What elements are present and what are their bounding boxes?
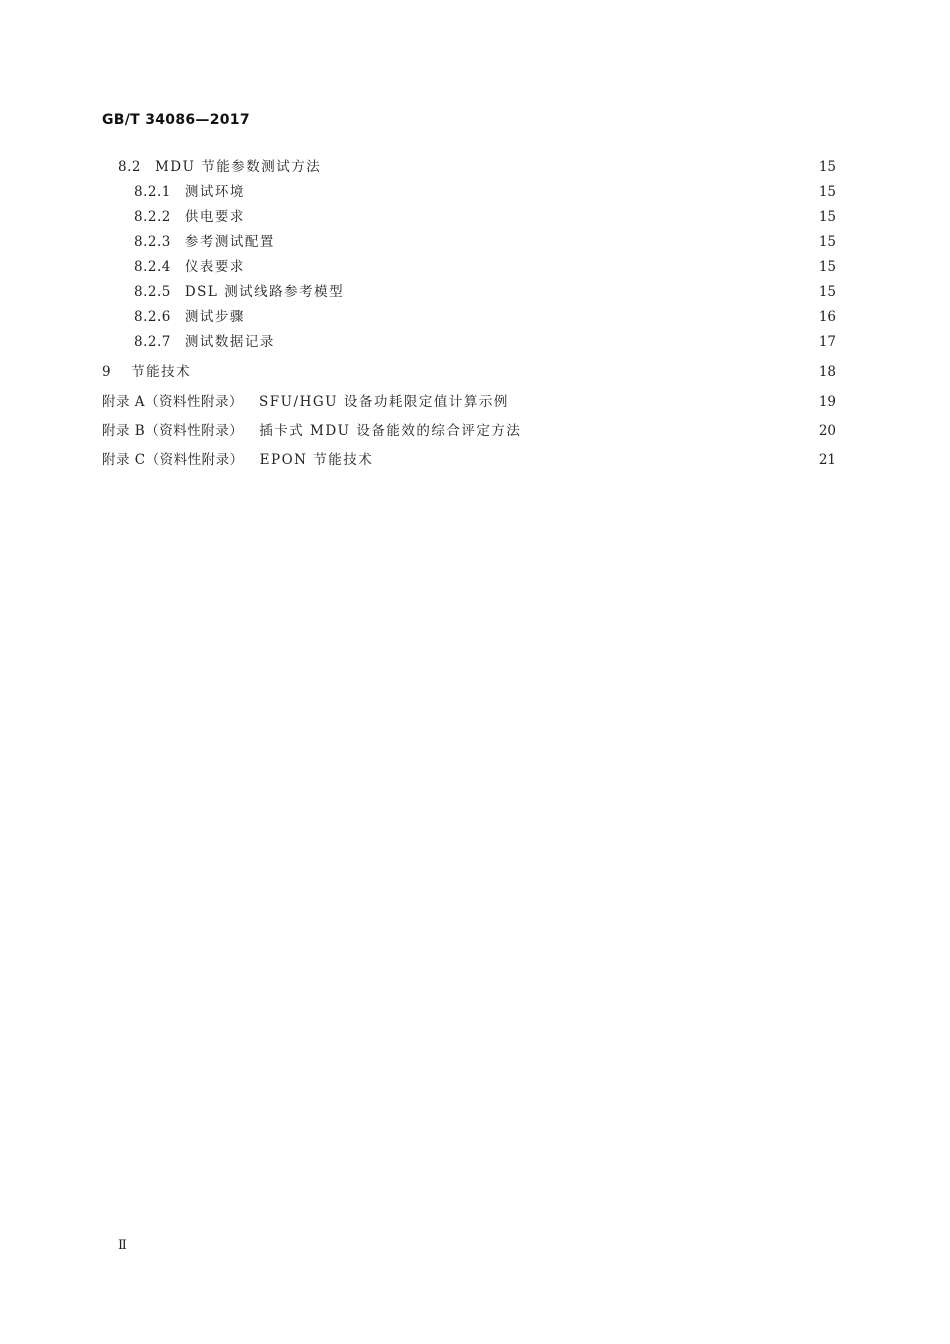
toc-entry-number: 8.2.3 (134, 234, 171, 250)
toc-entry-appendix-a[interactable] (0, 391, 950, 413)
toc-entry-8-2-6[interactable] (0, 306, 950, 328)
toc-entry-appendix-c[interactable] (0, 449, 950, 471)
toc-entry-number: 8.2.6 (134, 309, 171, 325)
toc-entry-page: 15 (818, 159, 836, 175)
toc-entry-number: 8.2 (118, 159, 141, 175)
toc-entry-number: 8.2.1 (134, 184, 171, 200)
standard-code: GB/T 34086—2017 (102, 112, 250, 128)
toc-entry-page: 15 (818, 209, 836, 225)
toc-entry-appendix-b[interactable] (0, 420, 950, 442)
toc-entry-number: 8.2.7 (134, 334, 171, 350)
toc-entry-number: 附录 B（资料性附录） (102, 423, 244, 439)
toc-entry-page: 16 (818, 309, 836, 325)
toc-entry-8-2-2[interactable] (0, 206, 950, 228)
toc-leader-dots (251, 306, 810, 328)
toc-leader-dots (350, 281, 810, 303)
toc-leader-dots (251, 256, 810, 278)
toc-entry-title: 测试环境 (184, 184, 245, 200)
toc-entry-title: 参考测试配置 (184, 234, 275, 250)
toc-entry-title: EPON 节能技术 (259, 452, 374, 468)
toc-entry-title: 供电要求 (184, 209, 245, 225)
toc-entry-8-2-3[interactable] (0, 231, 950, 253)
toc-entry-title: 节能技术 (131, 364, 192, 380)
toc-entry-number: 9 (102, 364, 112, 380)
toc-entry-title: 仪表要求 (184, 259, 245, 275)
toc-entry-page: 15 (818, 234, 836, 250)
toc-entry-title: 测试步骤 (184, 309, 245, 325)
toc-entry-page: 15 (818, 184, 836, 200)
toc-leader-dots (281, 231, 810, 253)
toc-entry-number: 附录 C（资料性附录） (102, 452, 244, 468)
toc-entry-page: 21 (818, 452, 836, 468)
toc-leader-dots (251, 181, 810, 203)
toc-entry-page: 19 (818, 394, 836, 410)
toc-entry-page: 18 (818, 364, 836, 380)
toc-entry-page: 20 (818, 423, 836, 439)
toc-entry-number: 附录 A（资料性附录） (102, 394, 244, 410)
toc-entry-title: 插卡式 MDU 设备能效的综合评定方法 (259, 423, 522, 439)
toc-entry-page: 17 (818, 334, 836, 350)
toc-entry-number: 8.2.2 (134, 209, 171, 225)
toc-entry-title: SFU/HGU 设备功耗限定值计算示例 (259, 394, 509, 410)
toc-entry-9[interactable] (0, 361, 950, 383)
toc-entry-8-2[interactable] (0, 156, 950, 178)
toc-leader-dots (509, 391, 810, 413)
toc-leader-dots (251, 206, 810, 228)
toc-entry-page: 15 (818, 284, 836, 300)
toc-leader-dots (327, 156, 810, 178)
page-number: Ⅱ (118, 1238, 127, 1253)
toc-entry-number: 8.2.5 (134, 284, 171, 300)
toc-entry-8-2-5[interactable] (0, 281, 950, 303)
toc-entry-8-2-7[interactable] (0, 331, 950, 353)
toc-leader-dots (281, 331, 810, 353)
toc-leader-dots (379, 449, 810, 471)
toc-entry-title: MDU 节能参数测试方法 (154, 159, 322, 175)
toc-leader-dots (191, 361, 810, 383)
toc-entry-8-2-4[interactable] (0, 256, 950, 278)
toc-entry-8-2-1[interactable] (0, 181, 950, 203)
toc-entry-page: 15 (818, 259, 836, 275)
toc-entry-number: 8.2.4 (134, 259, 171, 275)
toc-entry-title: DSL 测试线路参考模型 (184, 284, 345, 300)
toc-entry-title: 测试数据记录 (184, 334, 275, 350)
toc-leader-dots (527, 420, 810, 442)
